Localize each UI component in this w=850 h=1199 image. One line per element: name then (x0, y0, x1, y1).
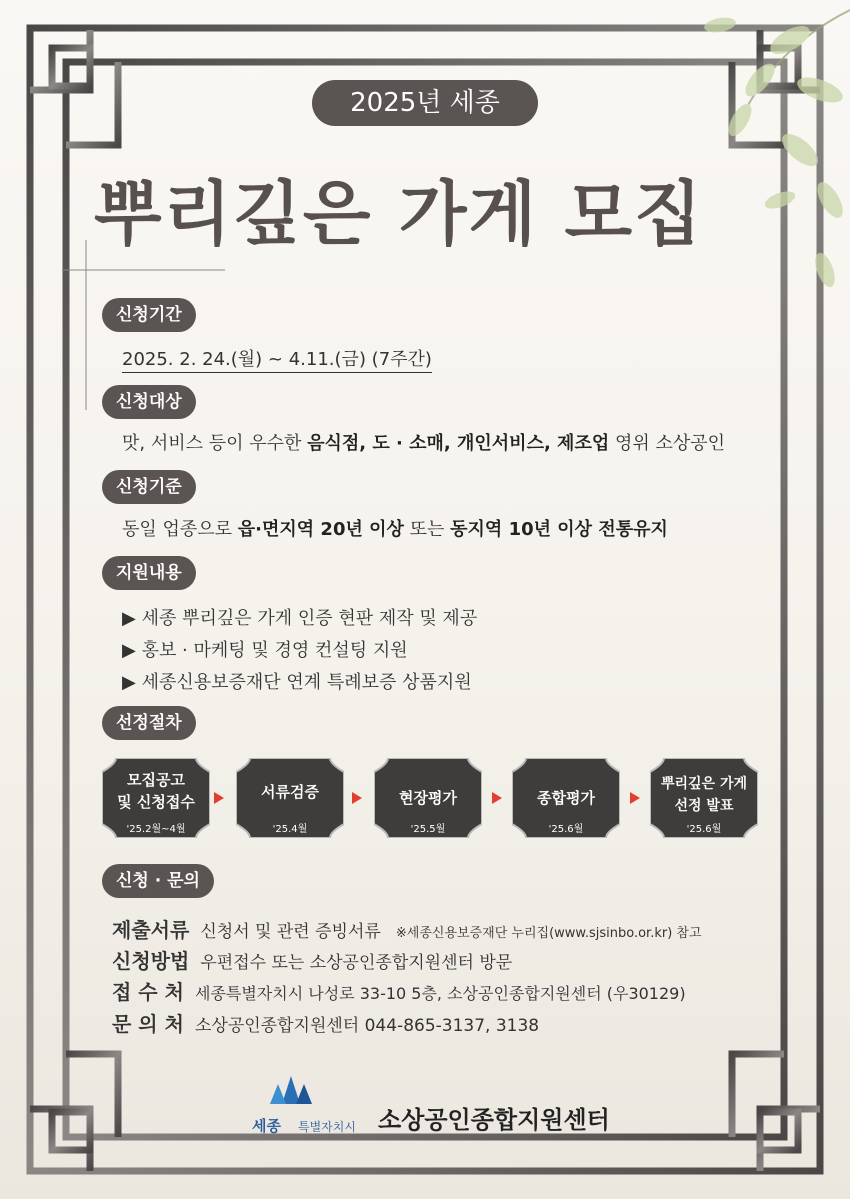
target-bold: 음식점, 도 · 소매, 개인서비스, 제조업 (307, 433, 610, 454)
inquiry-row (112, 976, 686, 1005)
criteria-mid: 또는 (403, 519, 451, 540)
page-title: 뿌리깊은 가게 모집 (94, 173, 704, 255)
section-label-criteria: 신청기준 (102, 470, 196, 504)
center-name: 소상공인종합지원센터 (378, 1106, 610, 1134)
inquiry-value: 신청서 및 관련 증빙서류 (200, 922, 381, 942)
sejong-logo-icon (262, 1074, 320, 1114)
step-line-2: 및 신청접수 (117, 793, 195, 811)
year-badge: 2025년 세종 (312, 80, 538, 126)
criteria-bold-2: 동지역 10년 이상 전통유지 (450, 519, 668, 540)
criteria-bold-1: 읍·면지역 20년 이상 (237, 519, 404, 540)
procedure-step-4 (512, 758, 620, 838)
section-label-procedure: 선정절차 (102, 706, 196, 740)
criteria-text (122, 515, 668, 541)
step-date: '25.2월~4월 (126, 824, 186, 835)
sejong-logo-text: 세종 (252, 1117, 281, 1135)
step-date: '25.6월 (686, 824, 722, 835)
target-prefix: 맛, 서비스 등이 우수한 (122, 433, 308, 454)
procedure-step-3 (374, 758, 482, 838)
inquiry-row (112, 1008, 539, 1037)
step-date: '25.4월 (272, 824, 308, 835)
inquiry-row (112, 945, 512, 974)
section-label-support: 지원내용 (102, 556, 196, 590)
target-suffix: 영위 소상공인 (609, 433, 726, 454)
sejong-logo-sub: 특별자치시 (298, 1120, 356, 1134)
step-arrow-icon (352, 792, 362, 804)
step-arrow-icon (492, 792, 502, 804)
step-date: '25.6월 (548, 824, 584, 835)
step-date: '25.5월 (410, 824, 446, 835)
target-text (122, 429, 725, 455)
inquiry-row (112, 914, 702, 943)
section-label-inquiry: 신청 · 문의 (102, 864, 214, 898)
period-value: 2025. 2. 24.(월) ~ 4.11.(금) (7주간) (122, 349, 432, 373)
inquiry-key: 문 의 처 (112, 1012, 184, 1036)
inquiry-key: 신청방법 (112, 949, 190, 973)
inquiry-value: 우편접수 또는 소상공인종합지원센터 방문 (200, 953, 513, 973)
step-line-2: 선정 발표 (674, 798, 734, 814)
criteria-prefix: 동일 업종으로 (122, 519, 238, 540)
inquiry-note: ※세종신용보증재단 누리집(www.sjsinbo.or.kr) 참고 (395, 926, 702, 941)
procedure-step-1 (102, 758, 210, 838)
procedure-step-2 (236, 758, 344, 838)
step-line-1: 현장평가 (399, 789, 457, 807)
section-label-target: 신청대상 (102, 385, 196, 419)
inquiry-key: 제출서류 (112, 918, 190, 942)
step-arrow-icon (630, 792, 640, 804)
inquiry-value: 소상공인종합지원센터 044-865-3137, 3138 (194, 1016, 540, 1036)
step-line-1: 뿌리깊은 가게 (660, 776, 748, 792)
support-item: ▶ 홍보 · 마케팅 및 경영 컨설팅 지원 (122, 640, 408, 661)
section-label-period: 신청기간 (102, 298, 196, 332)
step-line-1: 종합평가 (537, 789, 595, 807)
support-item: ▶ 세종 뿌리깊은 가게 인증 현판 제작 및 제공 (122, 608, 478, 629)
procedure-step-5 (650, 758, 758, 838)
step-line-1: 모집공고 (127, 771, 185, 789)
period-text (122, 345, 432, 371)
support-item: ▶ 세종신용보증재단 연계 특례보증 상품지원 (122, 672, 472, 693)
step-arrow-icon (214, 792, 224, 804)
step-line-1: 서류검증 (261, 783, 319, 801)
inquiry-value: 세종특별자치시 나성로 33-10 5층, 소상공인종합지원센터 (우30129) (194, 984, 686, 1003)
inquiry-key: 접 수 처 (112, 980, 184, 1004)
